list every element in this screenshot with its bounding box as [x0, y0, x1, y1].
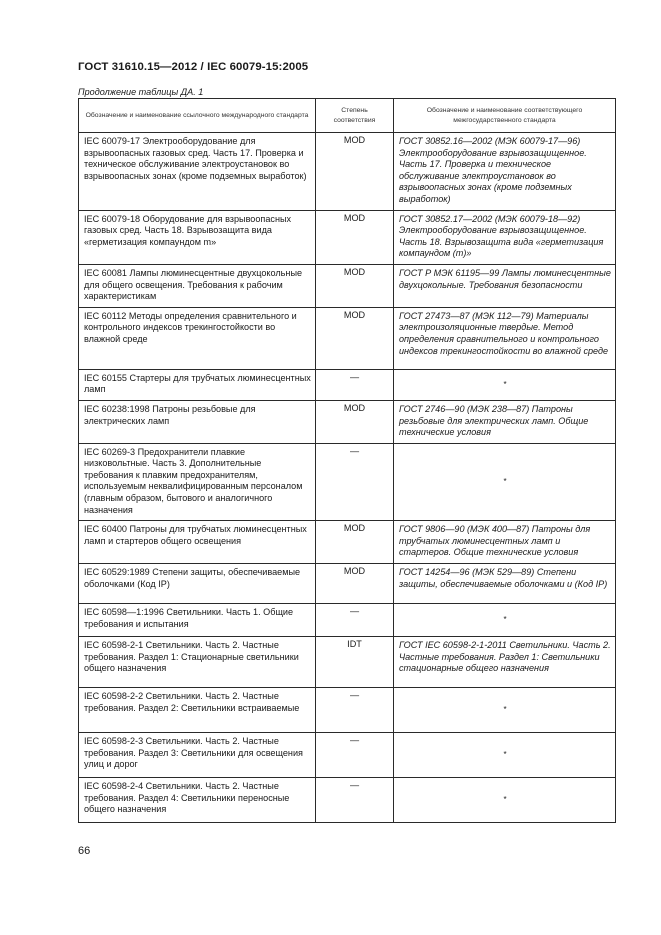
degree-cell: —: [316, 604, 394, 637]
column-header-international: Обозначение и наименование ссылочного международного стандарта: [79, 99, 316, 133]
interstate-standard-cell: ГОСТ 14254—96 (МЭК 529—89) Степени защиты, обеспечиваемые оболочками и (Код IP): [394, 564, 616, 604]
table-row: [79, 307, 616, 369]
degree-cell: —: [316, 369, 394, 400]
interstate-standard-cell: ГОСТ 2746—90 (МЭК 238—87) Патроны резьбовые для электрических ламп. Общие технические условия: [394, 400, 616, 443]
degree-cell: —: [316, 443, 394, 521]
table-caption: Продолжение таблицы ДА. 1: [78, 87, 204, 97]
interstate-standard-cell: *: [394, 443, 616, 521]
international-standard-cell: IEC 60400 Патроны для трубчатых люминесцентных ламп и стартеров общего освещения: [79, 521, 316, 564]
degree-cell: —: [316, 778, 394, 823]
table-row: [79, 443, 616, 521]
table-row: [79, 637, 616, 688]
interstate-standard-cell: *: [394, 369, 616, 400]
international-standard-cell: IEC 60269-3 Предохранители плавкие низковольтные. Часть 3. Дополнительные требования к плавким предохранителям, используемым неквалифицированным персоналом (главным образом, бытового и аналогичного назначения: [79, 443, 316, 521]
table-row: [79, 733, 616, 778]
international-standard-cell: IEC 60155 Стартеры для трубчатых люминесцентных ламп: [79, 369, 316, 400]
interstate-standard-cell: ГОСТ 27473—87 (МЭК 112—79) Материалы электроизоляционные твердые. Метод определения сравнительного и контрольного индексов трекингостойкости во влажной среде: [394, 307, 616, 369]
international-standard-cell: IEC 60598-2-1 Светильники. Часть 2. Частные требования. Раздел 1: Стационарные светильники общего назначения: [79, 637, 316, 688]
international-standard-cell: IEC 60598-2-3 Светильники. Часть 2. Частные требования. Раздел 3: Светильники для освещения улиц и дорог: [79, 733, 316, 778]
degree-cell: MOD: [316, 133, 394, 211]
table-row: [79, 400, 616, 443]
table-row: [79, 369, 616, 400]
table-row: [79, 210, 616, 264]
interstate-standard-cell: *: [394, 733, 616, 778]
degree-cell: MOD: [316, 307, 394, 369]
interstate-standard-cell: ГОСТ 30852.17—2002 (МЭК 60079-18—92) Электрооборудование взрывозащищенное. Часть 18. Взрывозащита вида «герметизация компаундом (m)»: [394, 210, 616, 264]
degree-cell: IDT: [316, 637, 394, 688]
column-header-degree: Степень соответствия: [316, 99, 394, 133]
interstate-standard-cell: *: [394, 604, 616, 637]
interstate-standard-cell: *: [394, 688, 616, 733]
international-standard-cell: IEC 60112 Методы определения сравнительного и контрольного индексов трекингостойкости во влажной среде: [79, 307, 316, 369]
degree-cell: —: [316, 733, 394, 778]
table-row: [79, 564, 616, 604]
table-row: [79, 778, 616, 823]
international-standard-cell: IEC 60529:1989 Степени защиты, обеспечиваемые оболочками (Код IP): [79, 564, 316, 604]
degree-cell: MOD: [316, 564, 394, 604]
degree-cell: MOD: [316, 521, 394, 564]
international-standard-cell: IEC 60079-18 Оборудование для взрывоопасных газовых сред. Часть 18. Взрывозащита вида «герметизация компаундом m»: [79, 210, 316, 264]
international-standard-cell: IEC 60598—1:1996 Светильники. Часть 1. Общие требования и испытания: [79, 604, 316, 637]
table-row: [79, 604, 616, 637]
international-standard-cell: IEC 60598-2-2 Светильники. Часть 2. Частные требования. Раздел 2: Светильники встраиваемые: [79, 688, 316, 733]
interstate-standard-cell: ГОСТ 9806—90 (МЭК 400—87) Патроны для трубчатых люминесцентных ламп и стартеров. Общие технические условия: [394, 521, 616, 564]
document-header: ГОСТ 31610.15—2012 / IEC 60079-15:2005: [78, 61, 309, 73]
page-number: 66: [78, 845, 91, 857]
interstate-standard-cell: ГОСТ 30852.16—2002 (МЭК 60079-17—96) Электрооборудование взрывозащищенное. Часть 17. Проверка и техническое обслуживание электроустановок во взрывоопасных зонах (кроме подземных выработок): [394, 133, 616, 211]
degree-cell: MOD: [316, 210, 394, 264]
interstate-standard-cell: *: [394, 778, 616, 823]
column-header-interstate: Обозначение и наименование соответствующего межгосударственного стандарта: [394, 99, 616, 133]
degree-cell: —: [316, 688, 394, 733]
table-row: [79, 133, 616, 211]
table-row: [79, 688, 616, 733]
standards-table: [78, 98, 616, 823]
table-header-row: [79, 99, 616, 133]
interstate-standard-cell: ГОСТ IEC 60598-2-1-2011 Светильники. Часть 2. Частные требования. Раздел 1: Светильники стационарные общего назначения: [394, 637, 616, 688]
international-standard-cell: IEC 60238:1998 Патроны резьбовые для электрических ламп: [79, 400, 316, 443]
table-row: [79, 521, 616, 564]
degree-cell: MOD: [316, 264, 394, 307]
degree-cell: MOD: [316, 400, 394, 443]
international-standard-cell: IEC 60081 Лампы люминесцентные двухцокольные для общего освещения. Требования к рабочим характеристикам: [79, 264, 316, 307]
international-standard-cell: IEC 60079-17 Электрооборудование для взрывоопасных газовых сред. Часть 17. Проверка и техническое обслуживание электроустановок во взрывоопасных зонах (кроме подземных выработок): [79, 133, 316, 211]
interstate-standard-cell: ГОСТ Р МЭК 61195—99 Лампы люминесцентные двухцокольные. Требования безопасности: [394, 264, 616, 307]
table-row: [79, 264, 616, 307]
international-standard-cell: IEC 60598-2-4 Светильники. Часть 2. Частные требования. Раздел 4: Светильники переносные общего назначения: [79, 778, 316, 823]
